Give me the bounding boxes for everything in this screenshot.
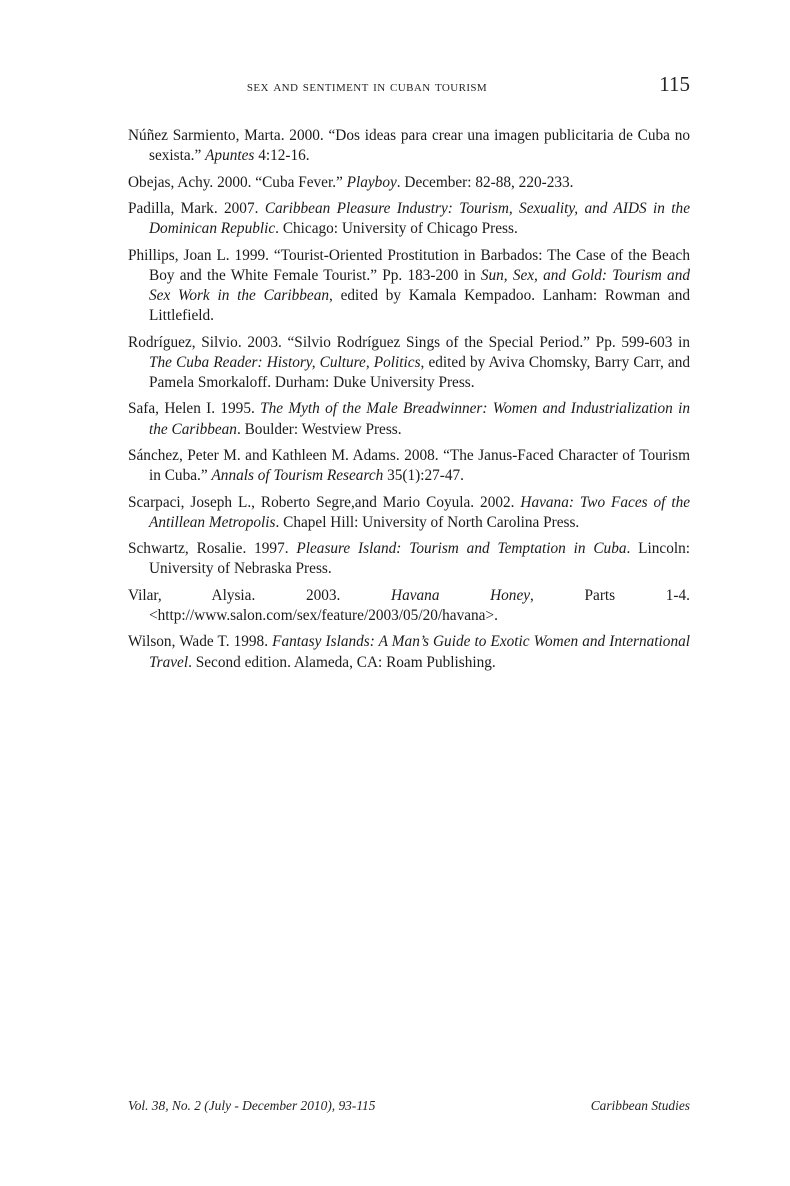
reference-entry: Padilla, Mark. 2007. Caribbean Pleasure Industry: Tourism, Sexuality, and AIDS in the Dominican Republic. Chicago: University of Chicago Press.	[128, 199, 690, 238]
page-footer	[128, 1098, 690, 1114]
reference-entry: Núñez Sarmiento, Marta. 2000. “Dos ideas para crear una imagen publicitaria de Cuba no sexista.” Apuntes 4:12-16.	[128, 127, 690, 165]
page-number: 115	[659, 72, 690, 96]
reference-entry: Schwartz, Rosalie. 1997. Pleasure Island: Tourism and Temptation in Cuba. Lincoln: University of Nebraska Press.	[128, 540, 690, 578]
reference-entry: Vilar, Alysia. 2003. Havana Honey, Parts 1-4. <http://www.salon.com/sex/feature/2003/05/20/havana>.	[128, 586, 690, 624]
reference-entry: Sánchez, Peter M. and Kathleen M. Adams. 2008. “The Janus-Faced Character of Tourism in Cuba.” Annals of Tourism Research 35(1):27-47.	[128, 446, 690, 485]
reference-entry: Obejas, Achy. 2000. “Cuba Fever.” Playboy. December: 82-88, 220-233.	[128, 173, 574, 191]
reference-entry: Wilson, Wade T. 1998. Fantasy Islands: A Man’s Guide to Exotic Women and International Travel. Second edition. Alameda, CA: Roam Publishing.	[128, 633, 690, 671]
running-head-title: sex and sentiment in cuban tourism	[246, 77, 488, 95]
footer-journal-name: Caribbean Studies	[590, 1098, 690, 1113]
running-head	[128, 72, 690, 100]
reference-entry: Rodríguez, Silvio. 2003. “Silvio Rodríguez Sings of the Special Period.” Pp. 599-603 in The Cuba Reader: History, Culture, Politics, edited by Aviva Chomsky, Barry Carr, and Pamela Smorkaloff. Durham: Duke University Press.	[128, 333, 690, 391]
reference-entry: Phillips, Joan L. 1999. “Tourist-Oriented Prostitution in Barbados: The Case of the Beach Boy and the White Female Tourist.” Pp. 183-200 in Sun, Sex, and Gold: Tourism and Sex Work in the Caribbean, edited by Kamala Kempadoo. Lanham: Rowman and Littlefield.	[128, 246, 690, 325]
reference-entry: Scarpaci, Joseph L., Roberto Segre,and Mario Coyula. 2002. Havana: Two Faces of the Antillean Metropolis. Chapel Hill: University of North Carolina Press.	[128, 493, 691, 531]
reference-entry: Safa, Helen I. 1995. The Myth of the Male Breadwinner: Women and Industrialization in the Caribbean. Boulder: Westview Press.	[128, 400, 690, 438]
footer-volume-info: Vol. 38, No. 2 (July - December 2010), 93-115	[128, 1098, 376, 1113]
references-list	[128, 126, 690, 673]
